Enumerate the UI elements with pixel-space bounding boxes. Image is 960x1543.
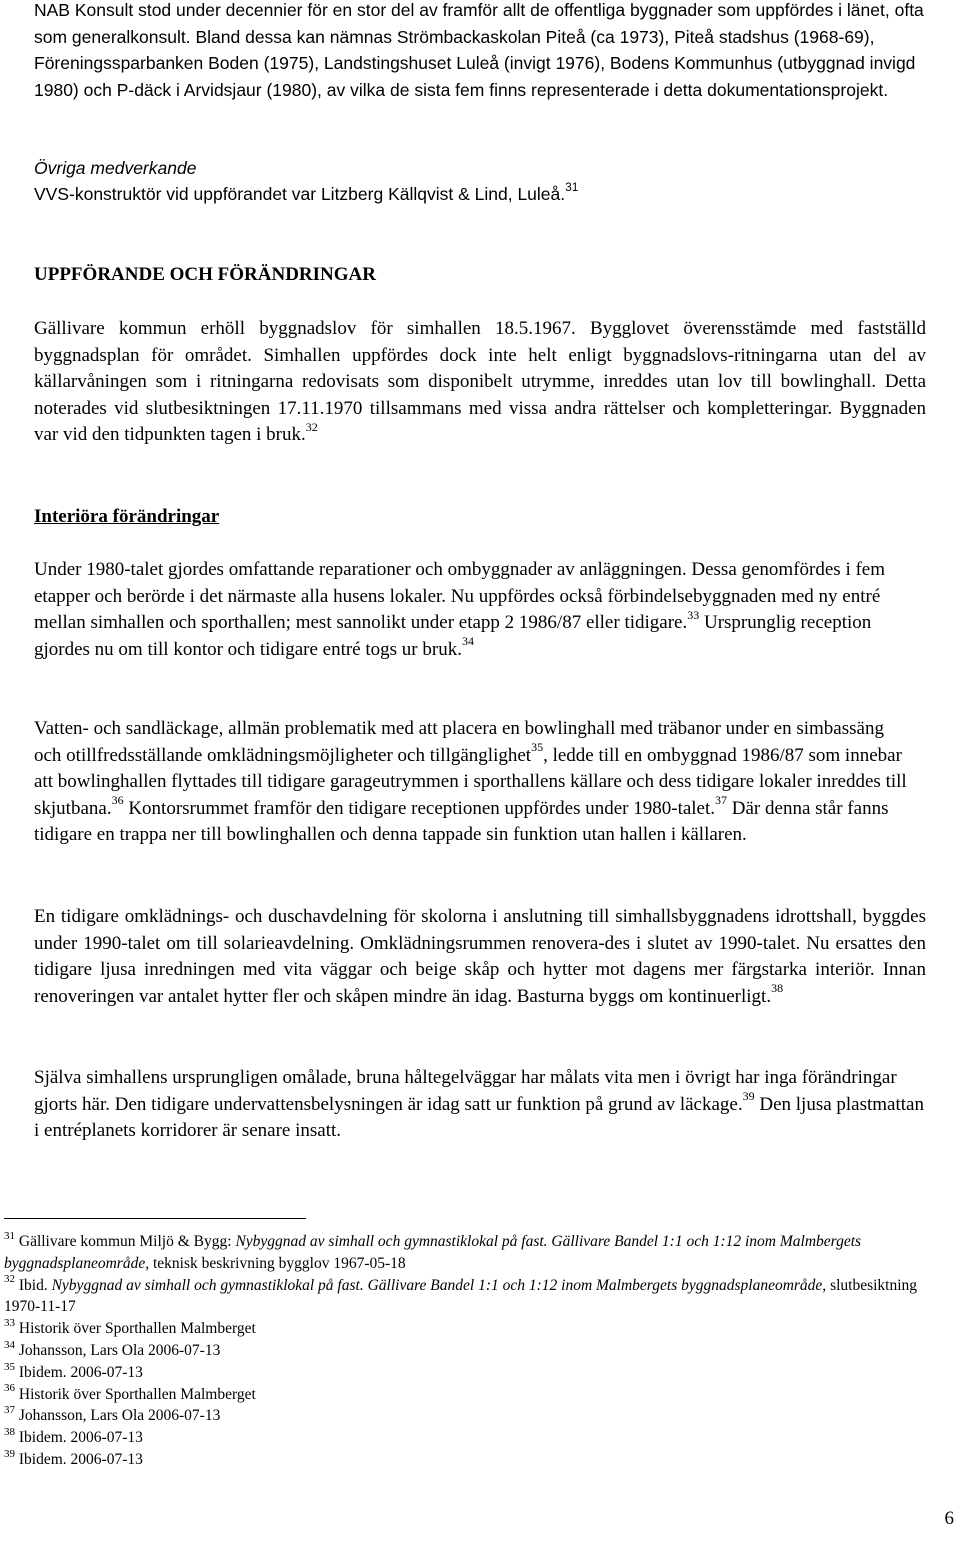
footnote-number: 32 bbox=[4, 1273, 15, 1286]
footnote-38 bbox=[4, 1427, 954, 1449]
footnote-list bbox=[4, 1231, 954, 1471]
section-heading: UPPFÖRANDE OCH FÖRÄNDRINGAR bbox=[34, 264, 376, 285]
footnote-number: 36 bbox=[4, 1382, 15, 1395]
footnote-number: 31 bbox=[4, 1229, 15, 1242]
footnote-33 bbox=[4, 1318, 954, 1340]
footnote-text: Ibidem. 2006-07-13 bbox=[18, 1450, 143, 1468]
footnote-34 bbox=[4, 1340, 954, 1362]
footnote-ref-38: 38 bbox=[771, 981, 784, 996]
footnote-ref-31: 31 bbox=[565, 180, 579, 195]
interior-p2-text-c: Kontorsrummet framför den tidigare receptionen uppfördes under 1980-talet. bbox=[123, 797, 716, 819]
footnote-ref-39: 39 bbox=[742, 1089, 755, 1104]
intro-paragraph: NAB Konsult stod under decennier för en stor del av framför allt de offentliga byggnader som uppfördes i länet, ofta som generalkonsult. Bland dessa kan nämnas Strömbackaskolan Piteå (ca 1973), Piteå stadshus (1968-69), Föreningssparbanken Boden (1975), Landstingshuset Luleå (invigt 1976), Bodens Kommunhus (utbyggnad invigd 1980) och P-däck i Arvidsjaur (1980), av vilka de sista fem finns representerade i detta dokumentationsprojekt. bbox=[34, 0, 924, 100]
footnote-ref-34: 34 bbox=[461, 634, 474, 649]
interior-p1-text-a: Under 1980-talet gjordes omfattande reparationer och ombyggnader av anläggningen. Dessa genomfördes i fem etapper och berörde i det närmaste alla husens lokaler. Nu uppfördes också förbindelsebyggnaden med ny entré mellan simhallen och sporthallen; mest sannolikt under etapp 2 1986/87 eller tidigare. bbox=[34, 559, 886, 633]
footnote-detail: teknisk beskrivning bygglov 1967-05-18 bbox=[149, 1254, 406, 1272]
footnote-text: Ibidem. 2006-07-13 bbox=[18, 1429, 143, 1447]
interior-p2-text-b: , ledde till en ombyggnad 1986/87 som innebar att bowlinghallen flyttades till tidigare garageutrymmen i sporthallens källare och dess tidigare lokaler inreddes till skjutbana. bbox=[34, 744, 907, 819]
footnote-number: 33 bbox=[4, 1317, 15, 1330]
footnote-ref-32: 32 bbox=[305, 419, 318, 434]
interior-p3-text: En tidigare omklädnings- och duschavdelning för skolorna i anslutning till simhallsbyggnadens idrottshall, byggdes under 1990-talet om till solarieavdelning. Omklädningsrummen renovera-des i slutet av 1990-talet. Nu ersattes den tidigare ljusa inredningen med vita väggar och beige skåp och hytter mot dagens mer färgstarka interiör. Innan renoveringen var antalet hytter fler och skåpen mindre än idag. Basturna byggs om kontinuerligt. bbox=[34, 906, 926, 1007]
interior-paragraph-4 bbox=[34, 1065, 926, 1145]
interior-heading: Interiöra förändringar bbox=[34, 506, 220, 527]
footnote-number: 34 bbox=[4, 1338, 15, 1351]
footnote-title: Nybyggnad av simhall och gymnastiklokal på fast. Gällivare Bandel 1:1 och 1:12 inom Malmbergets byggnadsplaneområde, bbox=[51, 1276, 827, 1294]
interior-paragraph-2 bbox=[34, 716, 914, 849]
footnote-text: Historik över Sporthallen Malmberget bbox=[18, 1320, 256, 1338]
interior-p2-text-d: Där denna står fanns tidigare en trappa ner till bowlinghallen och denna tappade sin funktion utan hallen i källaren. bbox=[34, 797, 889, 845]
footnote-text: Ibidem. 2006-07-13 bbox=[18, 1363, 143, 1381]
footnote-37 bbox=[4, 1405, 954, 1427]
footnote-text: Gällivare kommun Miljö & Bygg: bbox=[18, 1233, 236, 1250]
footnote-number: 38 bbox=[4, 1426, 15, 1439]
footnote-39 bbox=[4, 1449, 954, 1471]
footnote-36 bbox=[4, 1384, 954, 1406]
footnote-text: Johansson, Lars Ola 2006-07-13 bbox=[18, 1407, 221, 1425]
others-paragraph bbox=[34, 181, 578, 208]
construction-text: Gällivare kommun erhöll byggnadslov för simhallen 18.5.1967. Bygglovet överensstämde med fastställd byggnadsplan för området. Simhallen uppfördes dock inte helt enligt byggnadslovs-ritningarna utan del av källarvåningen som i ritningarna redovisats som disponibelt utrymme, inreddes utan lov till bowlinghall. Detta noterades vid slutbesiktningen 17.11.1970 tillsammans med vissa andra rättelser och kompletteringar. Byggnaden var vid den tidpunkten tagen i bruk. bbox=[34, 318, 926, 445]
footnote-ref-36: 36 bbox=[111, 793, 124, 808]
footnote-number: 35 bbox=[4, 1360, 15, 1373]
footnote-separator bbox=[4, 1218, 306, 1219]
interior-p1-text-b: Ursprunglig reception gjordes nu om till kontor och tidigare entré togs ur bruk. bbox=[34, 612, 872, 660]
footnote-ref-37: 37 bbox=[715, 793, 728, 808]
interior-paragraph-3 bbox=[34, 904, 926, 1010]
others-text: VVS-konstruktör vid uppförandet var Litzberg Källqvist & Lind, Luleå. bbox=[34, 184, 566, 204]
footnote-ref-33: 33 bbox=[687, 607, 700, 622]
footnote-text: Historik över Sporthallen Malmberget bbox=[18, 1385, 256, 1403]
footnote-detail: slutbesiktning 1970-11-17 bbox=[4, 1276, 918, 1316]
interior-p4-text-a: Själva simhallens ursprungligen omålade, bruna håltegelväggar har målats vita men i övrigt har inga förändringar gjorts här. Den tidigare undervattensbelysningen är idag satt ur funktion på grund av läckage. bbox=[34, 1067, 897, 1115]
footnote-number: 39 bbox=[4, 1447, 15, 1460]
interior-p2-text-a: Vatten- och sandläckage, allmän problematik med att placera en bowlinghall med träbanor under en simbassäng och otillfredsställande omklädningsmöjligheter och tillgänglighet bbox=[34, 718, 884, 766]
footnote-text: Ibid. bbox=[18, 1276, 52, 1294]
footnote-ref-35: 35 bbox=[531, 740, 544, 755]
footnote-text: Johansson, Lars Ola 2006-07-13 bbox=[18, 1341, 221, 1359]
interior-p4-text-b: Den ljusa plastmattan i entréplanets korridorer är senare insatt. bbox=[34, 1093, 924, 1141]
footnotes bbox=[4, 1218, 954, 1471]
footnote-32 bbox=[4, 1275, 954, 1319]
others-heading: Övriga medverkande bbox=[34, 158, 197, 178]
footnote-31 bbox=[4, 1231, 954, 1275]
footnote-number: 37 bbox=[4, 1404, 15, 1417]
interior-paragraph-1 bbox=[34, 557, 894, 663]
footnote-35 bbox=[4, 1362, 954, 1384]
footnote-title: Nybyggnad av simhall och gymnastiklokal på fast. Gällivare Bandel 1:1 och 1:12 inom Malmbergets byggnadsplaneområde, bbox=[4, 1233, 862, 1272]
page-number: 6 bbox=[944, 1508, 954, 1529]
construction-paragraph bbox=[34, 316, 926, 449]
